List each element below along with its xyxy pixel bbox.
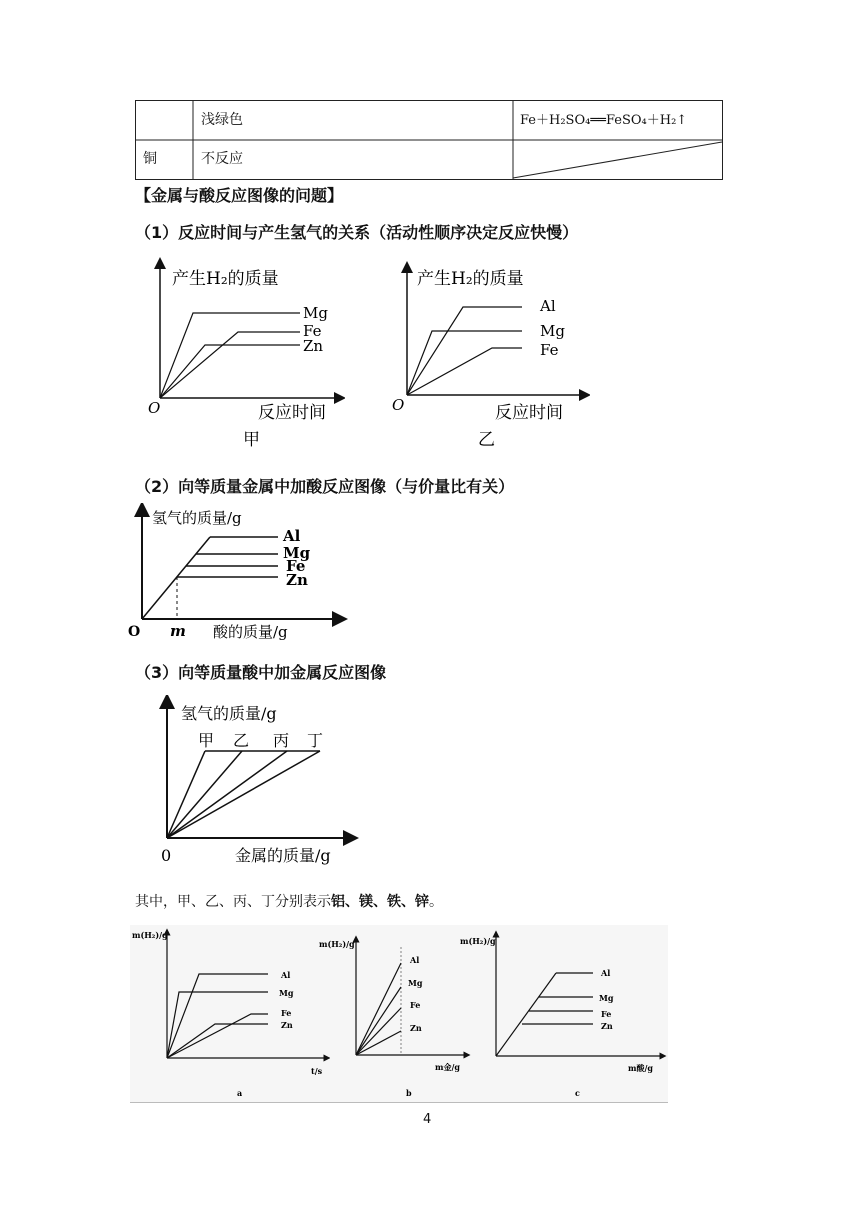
x-axis-label: t/s xyxy=(311,1066,323,1076)
line-al xyxy=(356,963,401,1055)
line-fe xyxy=(160,332,300,398)
line-label-yi: 乙 xyxy=(233,731,250,750)
figure-caption: b xyxy=(406,1088,412,1098)
line-zn xyxy=(160,345,300,398)
table-cell-r2c2: 不反应 xyxy=(201,151,243,167)
figure-caption: c xyxy=(575,1088,580,1098)
y-axis-label: 氢气的质量/g xyxy=(181,704,277,723)
line-label-fe: Fe xyxy=(540,341,559,359)
line-fe xyxy=(407,348,522,395)
line-fe xyxy=(167,1014,268,1058)
note-prefix: 其中，甲、乙、丙、丁分别表示 xyxy=(135,894,331,910)
origin-label: O xyxy=(392,396,405,414)
line-label-zn: Zn xyxy=(410,1023,422,1033)
figure-caption: a xyxy=(237,1088,243,1098)
line-label-jia: 甲 xyxy=(198,731,215,750)
line-mg xyxy=(160,313,300,398)
reaction-table xyxy=(135,100,723,180)
line-label-fe: Fe xyxy=(286,557,306,575)
empty-cell-slash xyxy=(513,142,722,178)
figure-caption: 甲 xyxy=(243,430,260,450)
section-heading-1: （1）反应时间与产生氢气的关系（活动性顺序决定反应快慢） xyxy=(135,223,579,242)
line-label-al: Al xyxy=(410,955,420,965)
line-label-ding: 丁 xyxy=(307,731,324,750)
line-mg xyxy=(167,992,268,1058)
line-label-al: Al xyxy=(283,527,301,545)
line-label-mg: Mg xyxy=(283,544,311,562)
line-bing xyxy=(167,751,287,838)
line-zn xyxy=(356,1031,401,1055)
line-yi xyxy=(167,751,242,838)
note-suffix: 。 xyxy=(429,894,443,910)
shared-slope xyxy=(142,537,210,619)
line-label-mg: Mg xyxy=(408,978,423,988)
y-axis-label: m(H₂)/g xyxy=(460,936,496,946)
y-axis-label: m(H₂)/g xyxy=(319,939,355,949)
mark-label: m xyxy=(170,622,186,640)
table-cell-r1c2: 浅绿色 xyxy=(201,112,243,128)
x-axis-label: 酸的质量/g xyxy=(213,623,288,641)
metal-note xyxy=(135,891,443,911)
line-label-fe: Fe xyxy=(281,1008,292,1018)
figure-metal-added xyxy=(155,695,375,865)
origin-label: O xyxy=(128,624,141,640)
line-label-al: Al xyxy=(540,297,556,315)
line-label-mg: Mg xyxy=(303,304,328,322)
figure-c xyxy=(455,925,668,1103)
x-axis-label: m酸/g xyxy=(628,1063,653,1073)
note-bold: 铝、镁、铁、锌 xyxy=(331,894,429,910)
line-mg xyxy=(356,987,401,1055)
figure-yi xyxy=(390,255,590,455)
line-label-bing: 丙 xyxy=(273,731,290,750)
line-label-fe: Fe xyxy=(303,322,322,340)
section-heading-main: 【金属与酸反应图像的问题】 xyxy=(135,186,344,205)
x-axis-label: m金/g xyxy=(435,1062,460,1072)
page-number: 4 xyxy=(423,1112,432,1127)
line-label-zn: Zn xyxy=(601,1021,613,1031)
line-label-al: Al xyxy=(601,968,611,978)
table-cell-r1c3: Fe＋H₂SO₄══FeSO₄＋H₂↑ xyxy=(520,113,688,128)
figure-b xyxy=(315,925,475,1103)
line-ding xyxy=(167,751,320,838)
origin-label: O xyxy=(148,399,161,417)
section-heading-3: （3）向等质量酸中加金属反应图像 xyxy=(135,663,387,682)
y-axis-label: 产生H₂的质量 xyxy=(417,269,524,289)
shared-slope xyxy=(496,973,556,1056)
section-heading-2: （2）向等质量金属中加酸反应图像（与价量比有关） xyxy=(135,477,515,496)
line-label-mg: Mg xyxy=(599,993,614,1003)
line-label-zn: Zn xyxy=(286,571,308,589)
figure-caption: 乙 xyxy=(478,430,495,450)
table-cell-r2c1: 铜 xyxy=(143,151,157,167)
line-label-fe: Fe xyxy=(601,1009,612,1019)
line-label-mg: Mg xyxy=(279,988,294,998)
y-axis-label: 氢气的质量/g xyxy=(152,509,242,527)
line-label-zn: Zn xyxy=(281,1020,293,1030)
y-axis-label: 产生H₂的质量 xyxy=(172,269,279,289)
figure-jia xyxy=(145,255,345,455)
figure-acid-added xyxy=(128,503,348,643)
line-label-mg: Mg xyxy=(540,322,565,340)
line-label-fe: Fe xyxy=(410,1000,421,1010)
line-fe xyxy=(356,1008,401,1055)
x-axis-label: 反应时间 xyxy=(495,403,563,423)
x-axis-label: 金属的质量/g xyxy=(235,846,331,865)
line-label-zn: Zn xyxy=(303,337,324,355)
line-al xyxy=(167,974,268,1058)
line-label-al: Al xyxy=(281,970,291,980)
y-axis-label: m(H₂)/g xyxy=(132,930,168,940)
figure-a xyxy=(130,925,330,1103)
x-axis-label: 反应时间 xyxy=(258,403,326,423)
origin-label: 0 xyxy=(161,846,172,865)
line-zn xyxy=(167,1024,268,1058)
